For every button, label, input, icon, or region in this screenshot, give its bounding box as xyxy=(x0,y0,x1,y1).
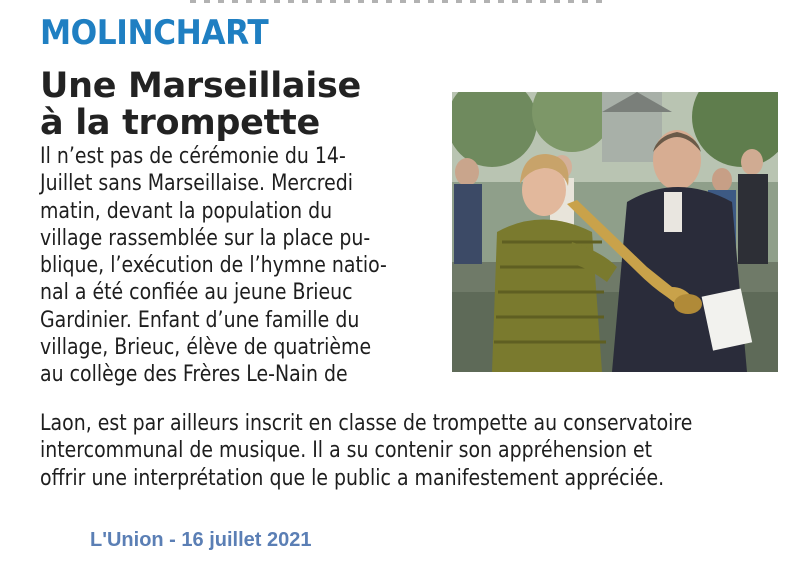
body-line: village rassemblée sur la place pu- xyxy=(40,225,371,251)
body-line: nal a été confiée au jeune Brieuc xyxy=(40,280,353,306)
body-line: intercommunal de musique. Il a su contenir son appréhension et xyxy=(40,438,653,464)
article-body-column xyxy=(40,143,387,389)
article-photo xyxy=(452,92,778,372)
body-line: offrir une interprétation que le public a manifestement appréciée. xyxy=(40,465,665,491)
article-headline xyxy=(40,68,361,142)
source-citation: L'Union - 16 juillet 2021 xyxy=(90,529,312,551)
body-line: Gardinier. Enfant d’une famille du xyxy=(40,307,360,333)
section-rubric: MOLINCHART xyxy=(40,13,269,53)
body-line: Laon, est par ailleurs inscrit en classe de trompette au conservatoire xyxy=(40,411,693,436)
headline-line: à la trompette xyxy=(40,103,320,143)
body-line: Il n’est pas de cérémonie du 14- xyxy=(40,144,346,169)
body-line: blique, l’exécution de l’hymne natio- xyxy=(40,253,387,279)
body-line: matin, devant la population du xyxy=(40,198,333,224)
article-body-wide xyxy=(40,410,692,492)
body-line: au collège des Frères Le-Nain de xyxy=(40,362,348,388)
body-line: Juillet sans Marseillaise. Mercredi xyxy=(40,171,354,197)
body-line: village, Brieuc, élève de quatrième xyxy=(40,335,372,361)
headline-line: Une Marseillaise xyxy=(40,66,361,106)
clipping-cut-edge xyxy=(190,0,610,3)
